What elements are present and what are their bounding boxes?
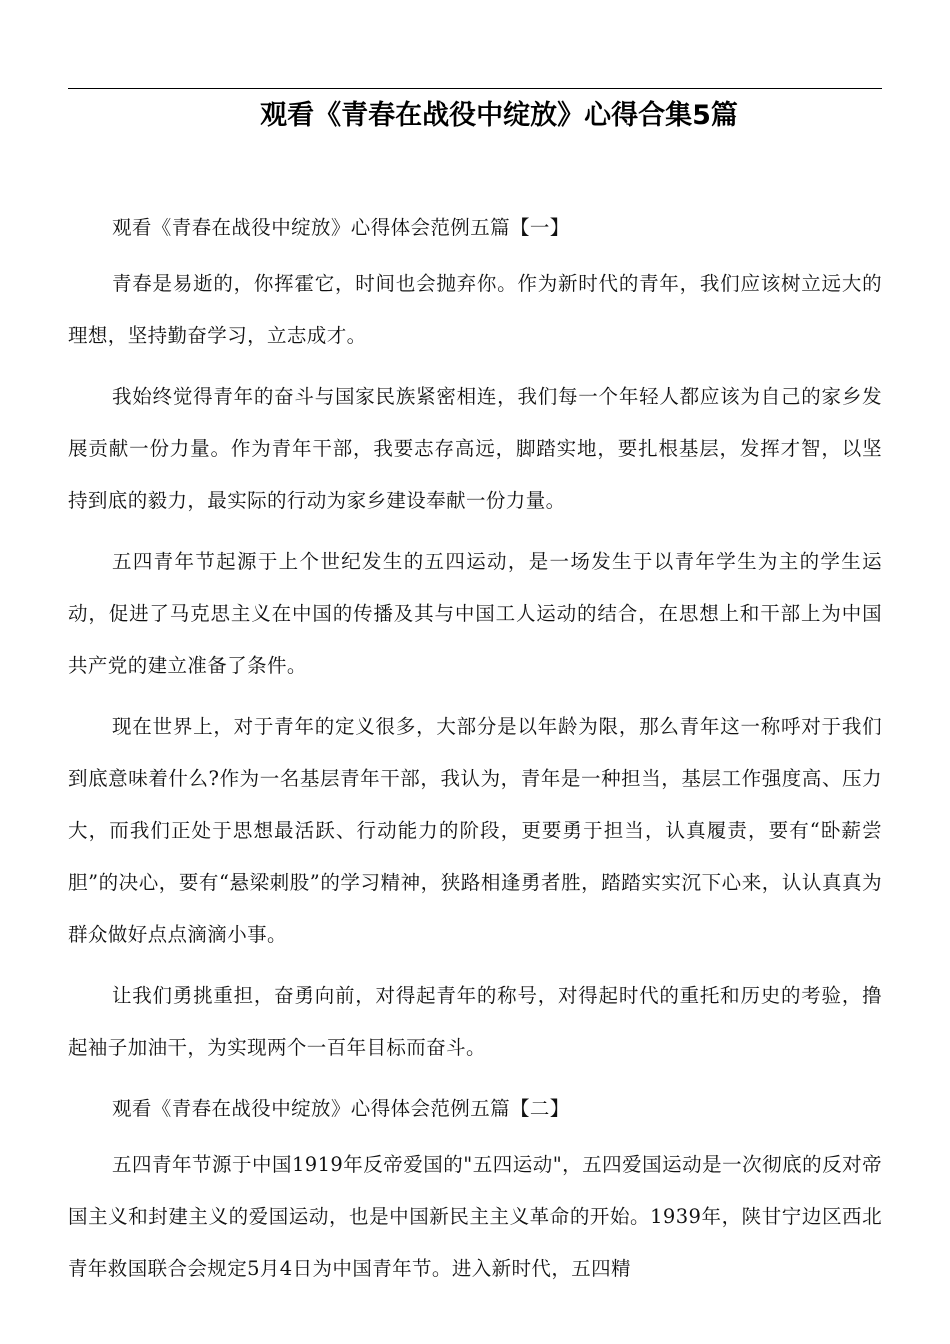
paragraph: 五四青年节源于中国1919年反帝爱国的"五四运动"，五四爱国运动是一次彻底的反对帝国主义和封建主义的爱国运动，也是中国新民主主义革命的开始。1939年，陕甘宁边区西北青年救国联合会规定5月4日为中国青年节。进入新时代，五四精: [68, 1153, 882, 1280]
section-heading-1: 观看《青春在战役中绽放》心得体会范例五篇【一】: [112, 216, 570, 239]
paragraph: 青春是易逝的，你挥霍它，时间也会抛弃你。作为新时代的青年，我们应该树立远大的理想，坚持勤奋学习，立志成才。: [68, 272, 882, 347]
section-heading-2: 观看《青春在战役中绽放》心得体会范例五篇【二】: [112, 1097, 570, 1120]
paragraph: 我始终觉得青年的奋斗与国家民族紧密相连，我们每一个年轻人都应该为自己的家乡发展贡献一份力量。作为青年干部，我要志存高远，脚踏实地，要扎根基层，发挥才智，以坚持到底的毅力，最实际的行动为家乡建设奉献一份力量。: [68, 385, 882, 512]
paragraph: 五四青年节起源于上个世纪发生的五四运动，是一场发生于以青年学生为主的学生运动，促进了马克思主义在中国的传播及其与中国工人运动的结合，在思想上和干部上为中国共产党的建立准备了条件。: [68, 550, 882, 677]
document-body: [68, 202, 882, 1304]
header-rule: [68, 88, 882, 89]
paragraph: 现在世界上，对于青年的定义很多，大部分是以年龄为限，那么青年这一称呼对于我们到底意味着什么?作为一名基层青年干部，我认为，青年是一种担当，基层工作强度高、压力大，而我们正处于思想最活跃、行动能力的阶段，更要勇于担当，认真履责，要有“卧薪尝胆”的决心，要有“悬梁刺股”的学习精神，狭路相逢勇者胜，踏踏实实沉下心来，认认真真为群众做好点点滴滴小事。: [68, 715, 882, 946]
document-title: 观看《青春在战役中绽放》心得合集5篇: [260, 100, 738, 131]
paragraph: 让我们勇挑重担，奋勇向前，对得起青年的称号，对得起时代的重托和历史的考验，撸起袖子加油干，为实现两个一百年目标而奋斗。: [68, 984, 882, 1059]
